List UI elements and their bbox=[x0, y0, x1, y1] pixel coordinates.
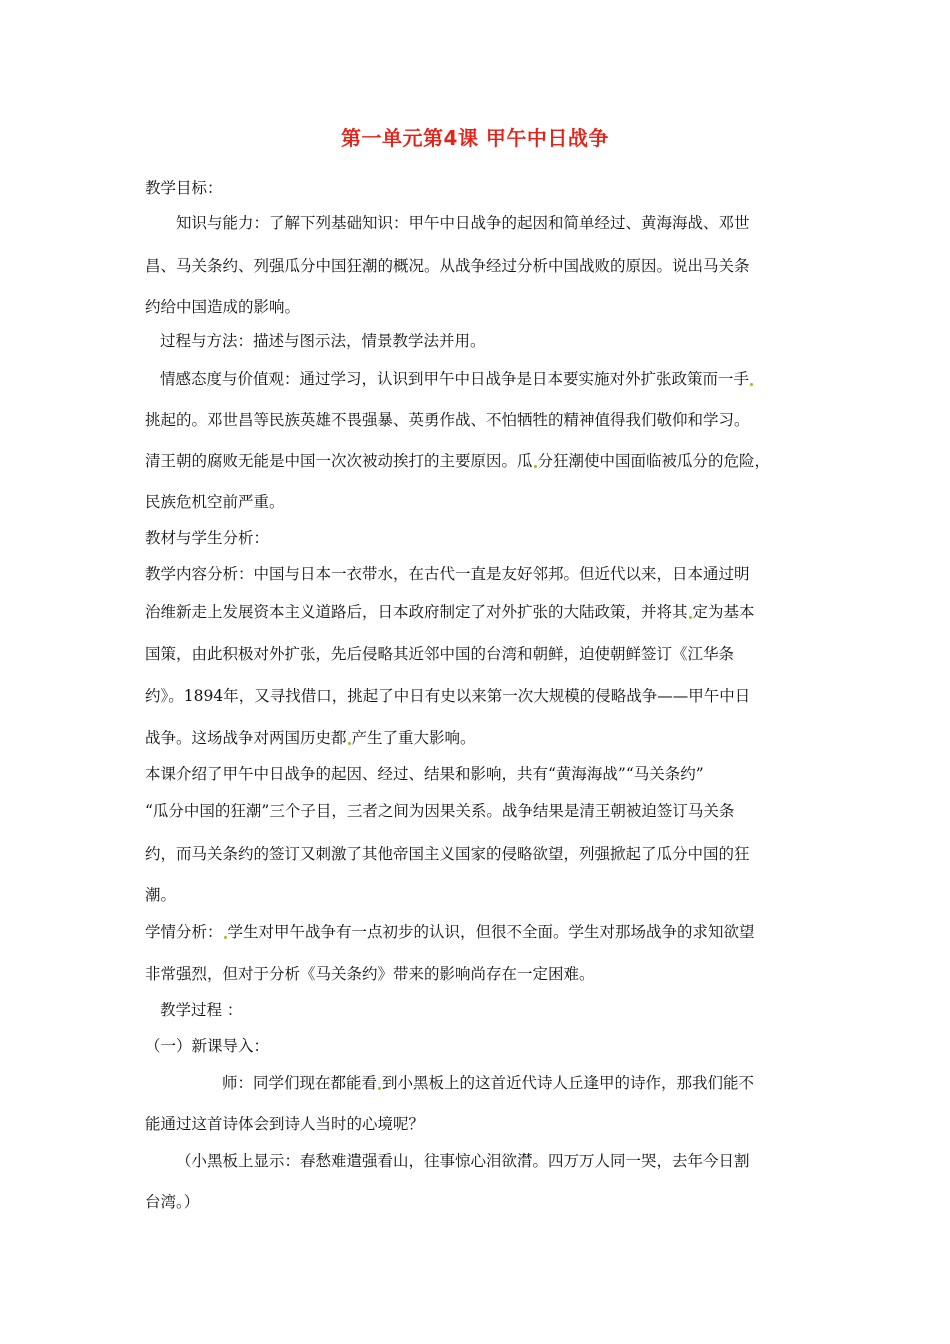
text-line: 约，而马关条约的签订又刺激了其他帝国主义国家的侵略欲望，列强掀起了瓜分中国的狂 bbox=[145, 845, 750, 863]
text-segment: 产生了重大影响。 bbox=[351, 729, 476, 747]
text-segment: 战争。这场战争对两国历史都 bbox=[145, 729, 347, 747]
text-line bbox=[145, 728, 476, 748]
text-segment: 到小黑板上的这首近代诗人丘逢甲的诗作，那我们能不 bbox=[382, 1074, 755, 1092]
text-line: 教学过程 ： bbox=[160, 1001, 243, 1019]
text-segment: 定为基本 bbox=[692, 603, 755, 621]
marker-dot bbox=[750, 383, 753, 386]
text-line: 非常强烈，但对于分析《马关条约》带来的影响尚存在一定困难。 bbox=[145, 965, 595, 983]
text-line: 民族危机空前严重。 bbox=[145, 493, 285, 511]
text-segment: 情感态度与价值观：通过学习，认识到甲午中日战争是日本要实施对外扩张政策而一手 bbox=[160, 370, 750, 388]
marker-dot bbox=[534, 465, 537, 468]
document-title: 第一单元第4课 甲午中日战争 bbox=[341, 126, 609, 150]
text-line: “瓜分中国的狂潮”三个子目，三者之间为因果关系。战争结果是清王朝被迫签订马关条 bbox=[145, 802, 735, 820]
text-segment: 学生对甲午战争有一点初步的认识，但很不全面。学生对那场战争的求知欲望 bbox=[227, 923, 755, 941]
text-line: 约》。1894年，又寻找借口，挑起了中日有史以来第一次大规模的侵略战争——甲午中日 bbox=[145, 687, 751, 705]
text-segment: 治维新走上发展资本主义道路后，日本政府制定了对外扩张的大陆政策，并将其 bbox=[145, 603, 688, 621]
text-segment: 师：同学们现在都能看 bbox=[222, 1074, 378, 1092]
text-line: 知识与能力：了解下列基础知识：甲午中日战争的起因和简单经过、黄海海战、邓世 bbox=[176, 214, 750, 232]
text-line bbox=[145, 602, 755, 622]
text-line: 国策，由此积极对外扩张，先后侵略其近邻中国的台湾和朝鲜，迫使朝鲜签订《江华条 bbox=[145, 645, 735, 663]
text-line bbox=[145, 451, 770, 471]
text-line: 教学内容分析：中国与日本一衣带水，在古代一直是友好邻邦。但近代以来，日本通过明 bbox=[145, 565, 750, 583]
text-segment: 学情分析： bbox=[145, 923, 223, 941]
text-line: 约给中国造成的影响。 bbox=[145, 298, 301, 316]
text-segment: 分狂潮使中国面临被瓜分的危险， bbox=[537, 452, 771, 470]
text-line: 台湾。） bbox=[145, 1193, 200, 1211]
text-line bbox=[145, 922, 755, 942]
text-line: 教学目标： bbox=[145, 179, 223, 197]
text-line: 挑起的。邓世昌等民族英雄不畏强暴、英勇作战、不怕牺牲的精神值得我们敬仰和学习。 bbox=[145, 411, 750, 429]
marker-dot bbox=[689, 616, 692, 619]
marker-dot bbox=[378, 1087, 381, 1090]
text-line: （小黑板上显示：春愁难遣强看山，往事惊心泪欲潸。四万万人同一哭，去年今日割 bbox=[176, 1152, 750, 1170]
text-line: 过程与方法：描述与图示法，情景教学法并用。 bbox=[160, 332, 486, 350]
marker-dot bbox=[224, 936, 227, 939]
text-line: 能通过这首诗体会到诗人当时的心境呢？ bbox=[145, 1115, 425, 1133]
text-line bbox=[222, 1073, 754, 1093]
text-line: 本课介绍了甲午中日战争的起因、经过、结果和影响，共有“黄海海战”“马关条约” bbox=[145, 765, 704, 783]
text-line: （一）新课导入： bbox=[145, 1037, 270, 1055]
text-line bbox=[160, 369, 754, 389]
marker-dot bbox=[348, 742, 351, 745]
text-line: 教材与学生分析： bbox=[145, 529, 270, 547]
text-line: 昌、马关条约、列强瓜分中国狂潮的概况。从战争经过分析中国战败的原因。说出马关条 bbox=[145, 257, 750, 275]
text-line: 潮。 bbox=[145, 886, 177, 904]
text-segment: 清王朝的腐败无能是中国一次次被动挨打的主要原因。瓜 bbox=[145, 452, 533, 470]
